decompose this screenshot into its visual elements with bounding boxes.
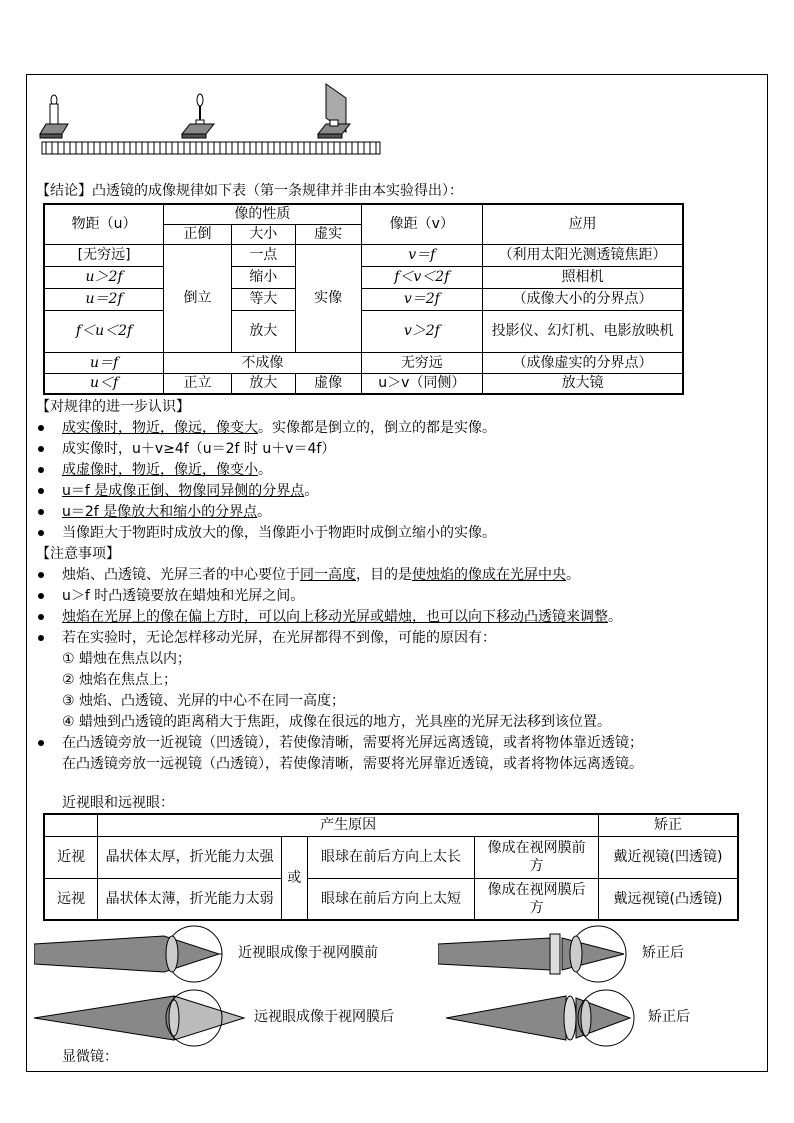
further-item-4: u＝f 是成像正倒、物像同异侧的分界点。 bbox=[62, 483, 319, 499]
note-sub-3: ③ 烛焰、凸透镜、光屏的中心不在同一高度； bbox=[62, 693, 345, 709]
row-name: 远视 bbox=[44, 878, 98, 920]
fix-cell: 戴远视镜(凸透镜) bbox=[598, 878, 738, 920]
microscope-title: 显微镜： bbox=[62, 1049, 118, 1065]
cell-use: 照相机 bbox=[483, 266, 683, 288]
cell-u: u＜f bbox=[44, 373, 164, 394]
cause-image: 像成在视网膜后方 bbox=[475, 878, 599, 920]
cause-eyeball: 眼球在前后方向上太长 bbox=[307, 836, 474, 878]
note-item-5a: 在凸透镜旁放一近视镜（凹透镜），若使像清晰，需要将光屏远离透镜，或者将物体靠近透镜； bbox=[62, 735, 643, 751]
header-use: 应用 bbox=[483, 204, 683, 244]
header-nature: 像的性质 bbox=[164, 204, 361, 224]
cell-nature: 不成像 bbox=[164, 352, 361, 373]
cell-v: 无穷远 bbox=[361, 352, 483, 373]
cell-size: 等大 bbox=[231, 288, 295, 310]
cell-size: 放大 bbox=[231, 310, 295, 352]
bullet-icon bbox=[38, 572, 44, 578]
header-size: 大小 bbox=[231, 224, 295, 244]
header-v: 像距（v） bbox=[361, 204, 483, 244]
cell-u: [无穷远] bbox=[44, 244, 164, 266]
further-item-6: 当像距大于物距时成放大的像，当像距小于物距时成倒立缩小的实像。 bbox=[62, 525, 496, 541]
header-real: 虚实 bbox=[295, 224, 361, 244]
myopia-corrected-diagram bbox=[438, 924, 638, 984]
bullet-icon bbox=[38, 488, 44, 494]
cell-v: f＜v＜2f bbox=[361, 266, 483, 288]
cell-upright: 正立 bbox=[164, 373, 232, 394]
cell-real: 虚像 bbox=[295, 373, 361, 394]
cell-use: （成像大小的分界点） bbox=[483, 288, 683, 310]
cell-use: 投影仪、幻灯机、电影放映机 bbox=[483, 310, 683, 352]
header-upright: 正倒 bbox=[164, 224, 232, 244]
cause-lens: 晶状体太厚，折光能力太强 bbox=[98, 836, 281, 878]
header-fix: 矫正 bbox=[598, 814, 738, 836]
bullet-icon bbox=[38, 740, 44, 746]
cell-u: f＜u＜2f bbox=[44, 310, 164, 352]
cell-size: 缩小 bbox=[231, 266, 295, 288]
note-sub-2: ② 烛焰在焦点上； bbox=[62, 672, 178, 688]
note-item-3: 烛焰在光屏上的像在偏上方时，可以向上移动光屏或蜡烛，也可以向下移动凸透镜来调整。 bbox=[62, 609, 622, 625]
myopia-caption: 近视眼成像于视网膜前 bbox=[238, 945, 378, 961]
bullet-icon bbox=[38, 425, 44, 431]
eye-table bbox=[43, 813, 739, 921]
header-u: 物距（u） bbox=[44, 204, 164, 244]
bullet-icon bbox=[38, 446, 44, 452]
cell-v: v＝f bbox=[361, 244, 483, 266]
note-item-4: 若在实验时，无论怎样移动光屏，在光屏都得不到像，可能的原因有： bbox=[62, 630, 496, 646]
further-item-5: u＝2f 是像放大和缩小的分界点。 bbox=[62, 504, 272, 520]
further-item-1: 成实像时，物近，像远，像变大。实像都是倒立的，倒立的都是实像。 bbox=[62, 420, 496, 436]
candle-icon bbox=[40, 95, 68, 138]
cell-v: v＞2f bbox=[361, 310, 483, 352]
hyperopia-caption: 远视眼成像于视网膜后 bbox=[254, 1009, 394, 1025]
hyperopia-fix-caption: 矫正后 bbox=[648, 1009, 690, 1025]
concave-lens-icon bbox=[550, 934, 560, 974]
notes-title: 【注意事项】 bbox=[36, 546, 120, 562]
lens-icon bbox=[182, 94, 214, 138]
bullet-icon bbox=[38, 530, 44, 536]
cell-real: 实像 bbox=[295, 244, 361, 352]
optical-bench-illustration bbox=[36, 80, 386, 162]
conclusion-title: 【结论】凸透镜的成像规律如下表（第一条规律并非由本实验得出）： bbox=[36, 183, 463, 199]
bullet-icon bbox=[38, 467, 44, 473]
cause-lens: 晶状体太薄，折光能力太弱 bbox=[98, 878, 281, 920]
bullet-icon bbox=[38, 635, 44, 641]
screen-icon bbox=[318, 84, 350, 138]
bullet-icon bbox=[38, 509, 44, 515]
myopia-fix-caption: 矫正后 bbox=[642, 945, 684, 961]
bullet-icon bbox=[38, 614, 44, 620]
cell-use: （成像虚实的分界点） bbox=[483, 352, 683, 373]
hyperopia-corrected-diagram bbox=[446, 986, 646, 1050]
cell-size: 一点 bbox=[231, 244, 295, 266]
header-blank bbox=[44, 814, 98, 836]
row-name: 近视 bbox=[44, 836, 98, 878]
cell-u: u＞2f bbox=[44, 266, 164, 288]
cell-v: u＞v（同侧） bbox=[361, 373, 483, 394]
cell-v: v＝2f bbox=[361, 288, 483, 310]
further-item-2: 成实像时，u＋v≥4f（u＝2f 时 u＋v＝4f） bbox=[62, 441, 336, 457]
cause-image: 像成在视网膜前方 bbox=[475, 836, 599, 878]
cell-size: 放大 bbox=[231, 373, 295, 394]
note-item-1: 烛焰、凸透镜、光屏三者的中心要位于同一高度，目的是使烛焰的像成在光屏中央。 bbox=[62, 567, 580, 583]
further-item-3: 成虚像时，物近，像近，像变小。 bbox=[62, 462, 272, 478]
myopia-eye-diagram bbox=[34, 924, 234, 984]
note-item-2: u＞f 时凸透镜要放在蜡烛和光屏之间。 bbox=[62, 588, 305, 604]
eye-title: 近视眼和远视眼： bbox=[62, 795, 174, 811]
bullet-icon bbox=[38, 593, 44, 599]
cell-u: u＝f bbox=[44, 352, 164, 373]
note-sub-1: ① 蜡烛在焦点以内； bbox=[62, 651, 192, 667]
note-item-5b: 在凸透镜旁放一远视镜（凸透镜），若使像清晰，需要将光屏靠近透镜，或者将物体远离透镜。 bbox=[62, 756, 643, 772]
cell-u: u＝2f bbox=[44, 288, 164, 310]
header-cause: 产生原因 bbox=[98, 814, 599, 836]
lens-rule-table bbox=[43, 203, 684, 395]
hyperopia-eye-diagram bbox=[34, 986, 254, 1050]
cause-eyeball: 眼球在前后方向上太短 bbox=[307, 878, 474, 920]
fix-cell: 戴近视镜(凹透镜) bbox=[598, 836, 738, 878]
further-title: 【对规律的进一步认识】 bbox=[36, 399, 190, 415]
note-sub-4: ④ 蜡烛到凸透镜的距离稍大于焦距，成像在很远的地方，光具座的光屏无法移到该位置。 bbox=[62, 714, 611, 730]
or-cell: 或 bbox=[281, 836, 307, 920]
cell-use: （利用太阳光测透镜焦距） bbox=[483, 244, 683, 266]
convex-lens-icon bbox=[564, 996, 576, 1040]
cell-inverted: 倒立 bbox=[164, 244, 232, 352]
cell-use: 放大镜 bbox=[483, 373, 683, 394]
